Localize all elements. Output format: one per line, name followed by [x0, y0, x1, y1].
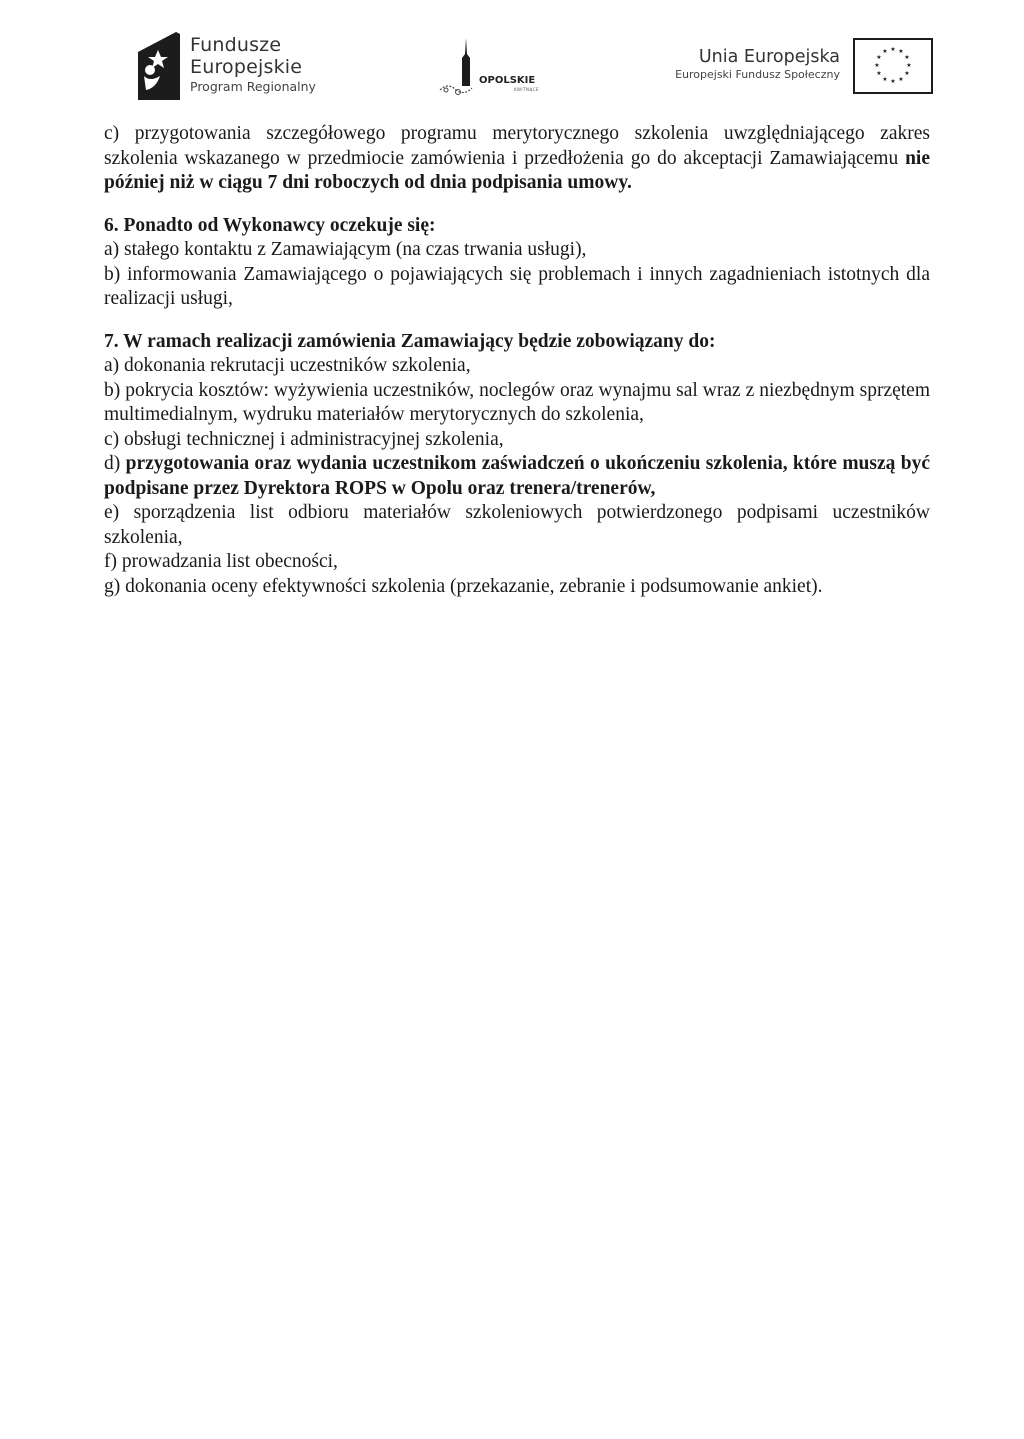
svg-text:★: ★: [876, 54, 882, 61]
section-7-item-d-text: przygotowania oraz wydania uczestnikom zaświadczeń o ukończeniu szkolenia, które muszą być podpisane przez Dyrektora ROPS w Opolu oraz trenera/trenerów,: [104, 453, 930, 499]
svg-text:★: ★: [874, 62, 880, 69]
section-6-item-a: a) stałego kontaktu z Zamawiającym (na czas trwania usługi),: [104, 239, 587, 260]
fe-line3: Program Regionalny: [190, 79, 316, 94]
svg-text:★: ★: [876, 70, 882, 77]
section-6-heading: 6. Ponadto od Wykonawcy oczekuje się:: [104, 214, 436, 236]
svg-text:★: ★: [890, 78, 896, 85]
svg-text:★: ★: [904, 70, 910, 77]
fundusze-europejskie-logo-icon: [136, 30, 182, 100]
section-7-item-d: [104, 452, 930, 501]
page-header: [0, 0, 1024, 110]
section-7-item-b: b) pokrycia kosztów: wyżywienia uczestników, noclegów oraz wynajmu sal wraz z niezbędnym sprzętem multimedialnym, wydruku materiałów merytorycznych do szkolenia,: [104, 379, 930, 425]
item-c-text: c) przygotowania szczegółowego programu merytorycznego szkolenia uwzględniającego zakres szkolenia wskazanego w przedmiocie zamówienia i przedłożenia go do akceptacji Zamawiającemu: [104, 123, 930, 169]
section-7-item-d-prefix: d): [104, 453, 126, 474]
eu-line1: Unia Europejska: [698, 47, 840, 67]
opolskie-label: OPOLSKIE: [479, 75, 536, 86]
svg-text:★: ★: [904, 54, 910, 61]
eu-flag-icon: [853, 38, 933, 94]
svg-text:★: ★: [898, 48, 904, 55]
section-7-item-g: g) dokonania oceny efektywności szkolenia (przekazanie, zebranie i podsumowanie ankiet).: [104, 575, 823, 597]
item-c: [104, 122, 930, 196]
section-7-heading: 7. W ramach realizacji zamówienia Zamawiający będzie zobowiązany do:: [104, 330, 716, 352]
fe-line1: Fundusze: [190, 34, 282, 56]
section-7-item-f: f) prowadzania list obecności,: [104, 551, 338, 572]
svg-text:★: ★: [882, 76, 888, 83]
fundusze-europejskie-text: [190, 34, 316, 96]
svg-text:★: ★: [906, 62, 912, 69]
section-7-item-c: c) obsługi technicznej i administracyjnej szkolenia,: [104, 428, 504, 450]
document-body: [104, 122, 930, 599]
svg-text:★: ★: [882, 48, 888, 55]
section-7-item-a: a) dokonania rekrutacji uczestników szkolenia,: [104, 355, 471, 376]
eu-text: [675, 46, 840, 82]
svg-text:★: ★: [890, 46, 896, 53]
section-7-item-e: e) sporządzenia list odbioru materiałów szkoleniowych potwierdzonego podpisami uczestników szkolenia,: [104, 502, 930, 548]
eu-line2: Europejski Fundusz Społeczny: [675, 68, 840, 81]
item-c-deadline: nie później niż w ciągu 7 dni roboczych od dnia podpisania umowy.: [104, 147, 930, 193]
svg-text:★: ★: [898, 76, 904, 83]
section-6-item-b: b) informowania Zamawiającego o pojawiających się problemach i innych zagadnieniach istotnych dla realizacji usługi,: [104, 263, 930, 309]
opolskie-tower-icon: [436, 36, 484, 96]
opolskie-sublabel: KWITNĄCE: [514, 87, 540, 92]
fe-line2: Europejskie: [190, 56, 303, 78]
